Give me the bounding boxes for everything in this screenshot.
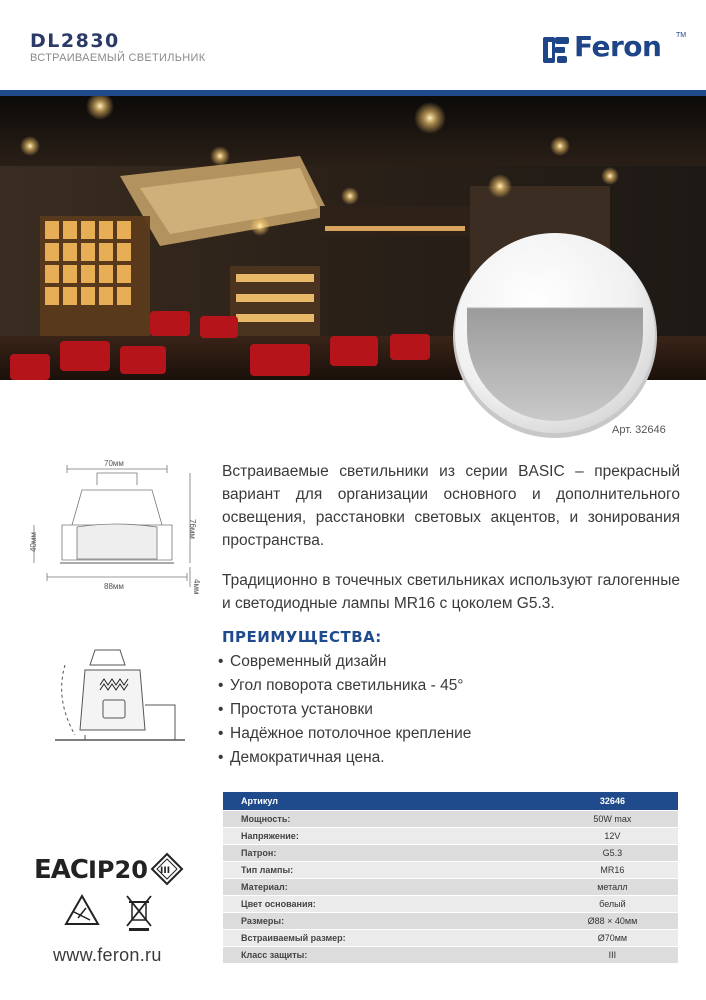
dim-height-left: 40мм <box>29 532 38 552</box>
feron-logo <box>540 30 690 70</box>
advantage-item <box>218 650 471 674</box>
table-row <box>223 929 678 946</box>
spec-label: Встраиваемый размер: <box>223 929 547 946</box>
class-three-icon <box>152 854 182 884</box>
spec-value: металл <box>547 878 678 895</box>
spec-value: Ø88 × 40мм <box>547 912 678 929</box>
spec-label: Мощность: <box>223 810 547 827</box>
description-paragraph-2: Традиционно в точечных светильниках используют галогенные и светодиодные лампы MR16 с цоколем G5.3. <box>222 572 680 612</box>
table-row <box>223 912 678 929</box>
weee-bin-icon <box>127 896 151 931</box>
spec-label: Материал: <box>223 878 547 895</box>
spec-value: Ø70мм <box>547 929 678 946</box>
advantage-item <box>218 674 471 698</box>
dim-width-bottom: 88мм <box>104 582 124 591</box>
table-row <box>223 861 678 878</box>
advantage-text: Простота установки <box>230 701 373 718</box>
table-row <box>223 946 678 963</box>
class-three-label: III <box>160 866 171 876</box>
product-subtitle: ВСТРАИВАЕМЫЙ СВЕТИЛЬНИК <box>30 52 206 64</box>
advantage-text: Демократичная цена. <box>230 749 385 766</box>
description-paragraph-1: Встраиваемые светильники из серии BASIC – прекрасный вариант для организации основного и дополнительного освещения, расстановки световых акцентов, и зонирования пространства. <box>222 463 680 549</box>
table-row <box>223 810 678 827</box>
article-caption: Арт. 32646 <box>612 424 666 436</box>
spec-table <box>223 792 678 963</box>
table-row <box>223 844 678 861</box>
brand-trademark: TM <box>676 32 687 39</box>
spec-label: Класс защиты: <box>223 946 547 963</box>
advantage-text: Угол поворота светильника - 45° <box>230 677 464 694</box>
spec-value: 50W max <box>547 810 678 827</box>
website-url: www.feron.ru <box>53 945 162 965</box>
spec-label: Размеры: <box>223 912 547 929</box>
advantages-title: ПРЕИМУЩЕСТВА: <box>222 628 382 646</box>
spec-value: MR16 <box>547 861 678 878</box>
ip-rating: IP20 <box>88 856 148 884</box>
certification-marks <box>34 848 184 938</box>
header <box>0 0 706 90</box>
advantage-item <box>218 722 471 746</box>
advantage-text: Надёжное потолочное крепление <box>230 725 472 742</box>
advantage-item <box>218 698 471 722</box>
brand-name: Feron <box>574 30 662 63</box>
spec-value: белый <box>547 895 678 912</box>
advantages-list <box>218 650 471 770</box>
spec-value: III <box>547 946 678 963</box>
spec-label: Патрон: <box>223 844 547 861</box>
spec-value: 12V <box>547 827 678 844</box>
bullet: • <box>218 749 224 766</box>
advantage-text: Современный дизайн <box>230 653 387 670</box>
table-row <box>223 895 678 912</box>
eac-mark: ЕАС <box>34 855 88 885</box>
bullet: • <box>218 653 224 670</box>
table-row <box>223 878 678 895</box>
bullet: • <box>218 701 224 718</box>
warning-triangle-icon <box>66 896 98 924</box>
dim-width-top: 70мм <box>104 459 124 468</box>
spec-label: Напряжение: <box>223 827 547 844</box>
dimension-drawing <box>22 455 207 605</box>
model-code: DL2830 <box>30 30 120 52</box>
dim-height-right: 76мм <box>188 519 197 539</box>
table-row <box>223 827 678 844</box>
spec-value: G5.3 <box>547 844 678 861</box>
product-image <box>443 228 683 438</box>
feron-logo-icon <box>540 34 572 66</box>
spec-label: Цвет основания: <box>223 895 547 912</box>
spec-label: Тип лампы: <box>223 861 547 878</box>
bullet: • <box>218 725 224 742</box>
bullet: • <box>218 677 224 694</box>
spec-header-value: 32646 <box>547 792 678 810</box>
advantage-item <box>218 746 471 770</box>
spec-header-label: Артикул <box>223 792 547 810</box>
tilt-drawing <box>45 640 190 760</box>
spec-table-header <box>223 792 678 810</box>
dim-flange: 4мм <box>192 579 201 595</box>
